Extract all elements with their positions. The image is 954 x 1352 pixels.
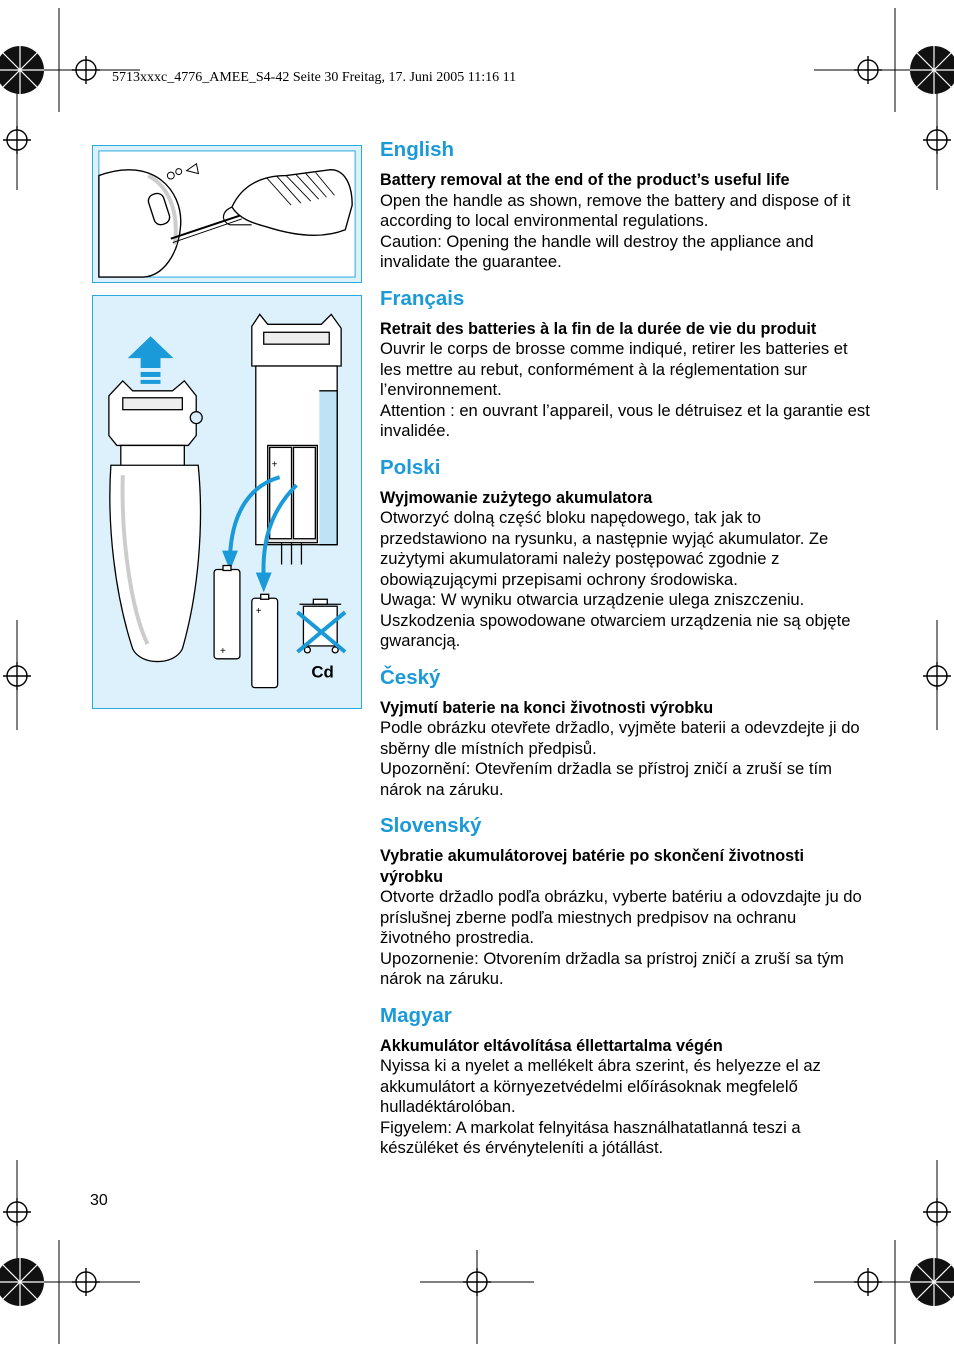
print-slug: 5713xxxc_4776_AMEE_S4-42 Seite 30 Freitag, 17. Juni 2005 11:16 11 [112,70,517,85]
section-subtitle: Vybratie akumulátorovej batérie po skončení životnosti výrobku [380,847,804,886]
section-title: Français [380,286,465,310]
section-polski [380,454,870,652]
section-paragraph: Upozornenie: Otvorením držadla sa prístroj zničí a zruší sa tým nárok na záruku. [380,948,844,988]
open-handle-illustration [93,146,361,282]
section-title: English [380,138,455,161]
open-handle-unit [252,314,341,564]
section-paragraph: Open the handle as shown, remove the battery and dispose of it according to local environmental regulations. [380,190,851,230]
section-paragraph: Podle obrázku otevřete držadlo, vyjměte baterii a odevzdejte ji do sběrny dle místních předpisů. [380,718,860,758]
section-paragraph: Caution: Opening the handle will destroy the appliance and invalidate the guarantee. [380,231,814,271]
section-subtitle: Retrait des batteries à la fin de la durée de vie du produit [380,319,817,338]
battery-removal-illustration [93,296,361,708]
section-subtitle: Wyjmowanie zużytego akumulatora [380,488,653,507]
section-cesky [380,664,870,801]
section-paragraph: Attention : en ouvrant l’appareil, vous le détruisez et la garantie est invalidée. [380,400,870,440]
battery-plus-label: + [220,645,226,657]
section-magyar [380,1002,870,1159]
section-paragraph: Ouvrir le corps de brosse comme indiqué, retirer les batteries et les mettre au rebut, conformément à la réglementation sur l’environnement. [380,339,848,399]
toothbrush-head [109,381,202,467]
section-paragraph: Otworzyć dolną część bloku napędowego, tak jak to przedstawiono na rysunku, a następnie wyjąć akumulator. Ze zużytymi akumulatorami należy postępować zgodnie z obowiązującymi przepisami ochrony środowiska. [380,508,829,589]
section-paragraph: Upozornění: Otevřením držadla se přístroj zničí a zruší se tím nárok na záruku. [380,759,832,799]
section-subtitle: Akkumulátor eltávolítása éllettartalma végén [380,1036,723,1055]
figure-battery-removal [92,295,362,709]
section-francais [380,285,870,442]
figure-open-handle [92,145,362,283]
section-paragraph: Figyelem: A markolat felnyitása használhatatlanná teszi a készüléket és érvényteleníti a jótállást. [380,1117,801,1157]
section-slovensky [380,812,870,990]
section-title: Polski [380,455,441,479]
battery-icon [214,566,278,688]
battery-plus-label: + [255,606,262,618]
section-subtitle: Vyjmutí baterie na konci životnosti výrobku [380,698,714,717]
section-title: Český [380,665,441,689]
cd-label: Cd [311,662,334,682]
section-paragraph: Nyissa ki a nyelet a mellékelt ábra szerint, és helyezze el az akkumulátort a környezetvédelmi előírásoknak megfelelő hulladéktárolóban. [380,1056,821,1116]
instructions-column [380,136,870,1159]
section-title: Magyar [380,1003,452,1027]
section-english [380,136,870,273]
battery-plus-label: + [271,459,278,471]
section-paragraph: Otvorte držadlo podľa obrázku, vyberte batériu a odovzdajte ju do príslušnej zberne podľa miestnych predpisov na ochranu životného prostredia. [380,887,862,947]
section-subtitle: Battery removal at the end of the product’s useful life [380,171,790,189]
page-number: 30 [90,1192,108,1209]
section-title: Slovenský [380,814,482,837]
up-arrow-icon [128,336,174,384]
section-paragraph: Uwaga: W wyniku otwarcia urządzenie ulega zniszczeniu. Uszkodzenia spowodowane otwarciem urządzenia nie są objęte gwarancją. [380,590,851,650]
